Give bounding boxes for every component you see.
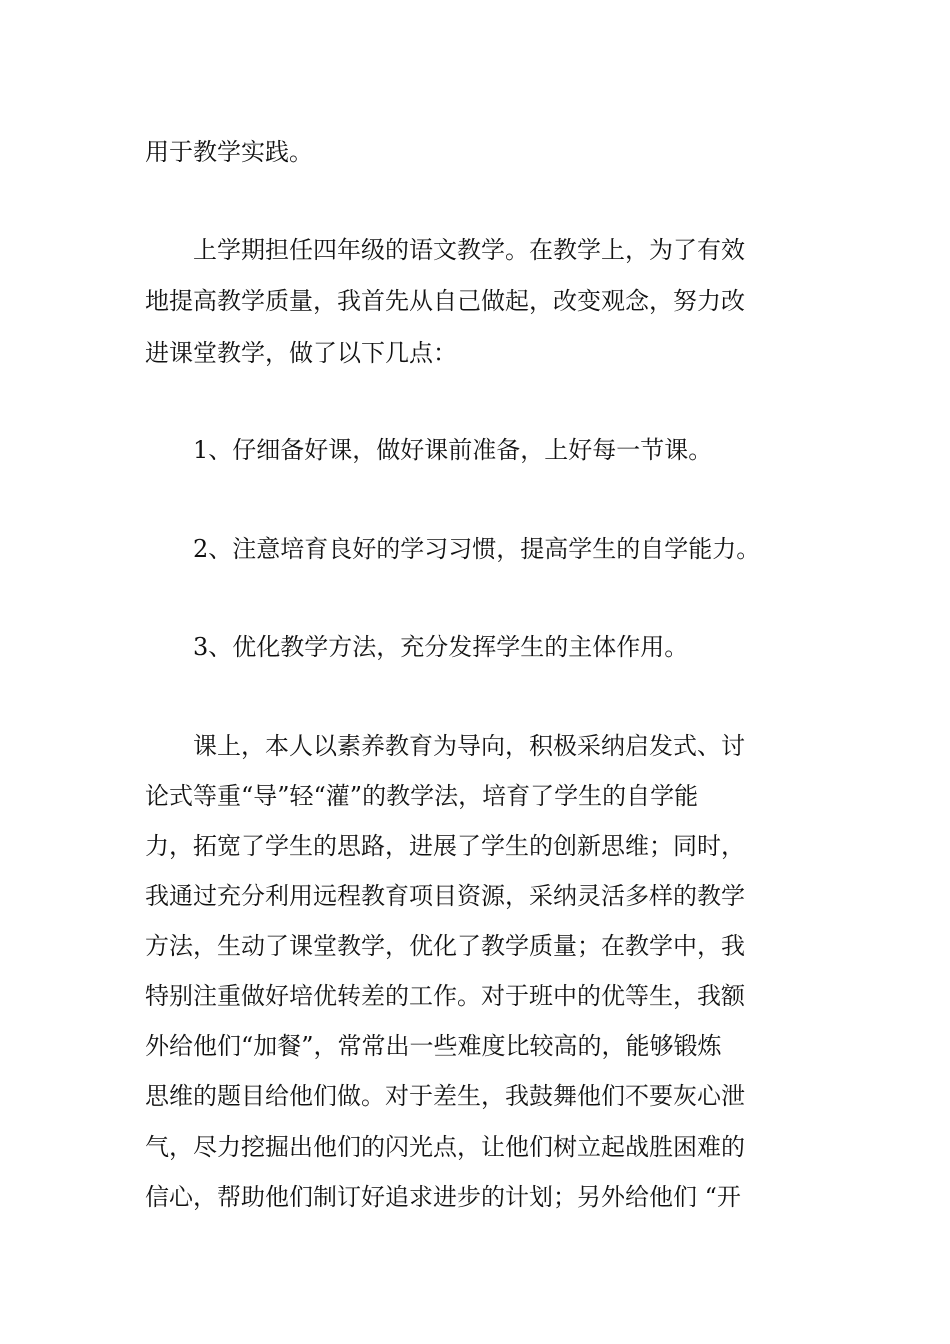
text-line: 外给他们“加餐”，常常出一些难度比较高的，能够锻炼 xyxy=(145,1032,722,1060)
text-line: 气，尽力挖掘出他们的闪光点，让他们树立起战胜困难的 xyxy=(145,1133,745,1161)
list-item: 1、仔细备好课，做好课前准备，上好每一节课。 xyxy=(193,436,713,464)
text-line: 课上，本人以素养教育为导向，积极采纳启发式、讨 xyxy=(193,732,745,760)
text-line: 地提高教学质量，我首先从自己做起，改变观念，努力改 xyxy=(145,287,745,315)
text-line: 特别注重做好培优转差的工作。对于班中的优等生，我额 xyxy=(145,982,745,1010)
text-line: 思维的题目给他们做。对于差生，我鼓舞他们不要灰心泄 xyxy=(145,1082,745,1110)
text-line: 我通过充分利用远程教育项目资源，采纳灵活多样的教学 xyxy=(145,882,745,910)
text-line: 进课堂教学，做了以下几点： xyxy=(145,339,457,367)
text-line: 力，拓宽了学生的思路，进展了学生的创新思维；同时， xyxy=(145,832,745,860)
text-line: 论式等重“导”轻“灌”的教学法，培育了学生的自学能 xyxy=(145,782,699,810)
text-line: 信心，帮助他们制订好追求进步的计划；另外给他们 “开 xyxy=(145,1183,741,1211)
text-line: 方法，生动了课堂教学，优化了教学质量；在教学中，我 xyxy=(145,932,745,960)
list-item: 2、注意培育良好的学习习惯，提高学生的自学能力。 xyxy=(193,535,761,563)
list-item: 3、优化教学方法，充分发挥学生的主体作用。 xyxy=(193,633,689,661)
text-line: 用于教学实践。 xyxy=(145,138,313,166)
text-line: 上学期担任四年级的语文教学。在教学上，为了有效 xyxy=(193,236,745,264)
